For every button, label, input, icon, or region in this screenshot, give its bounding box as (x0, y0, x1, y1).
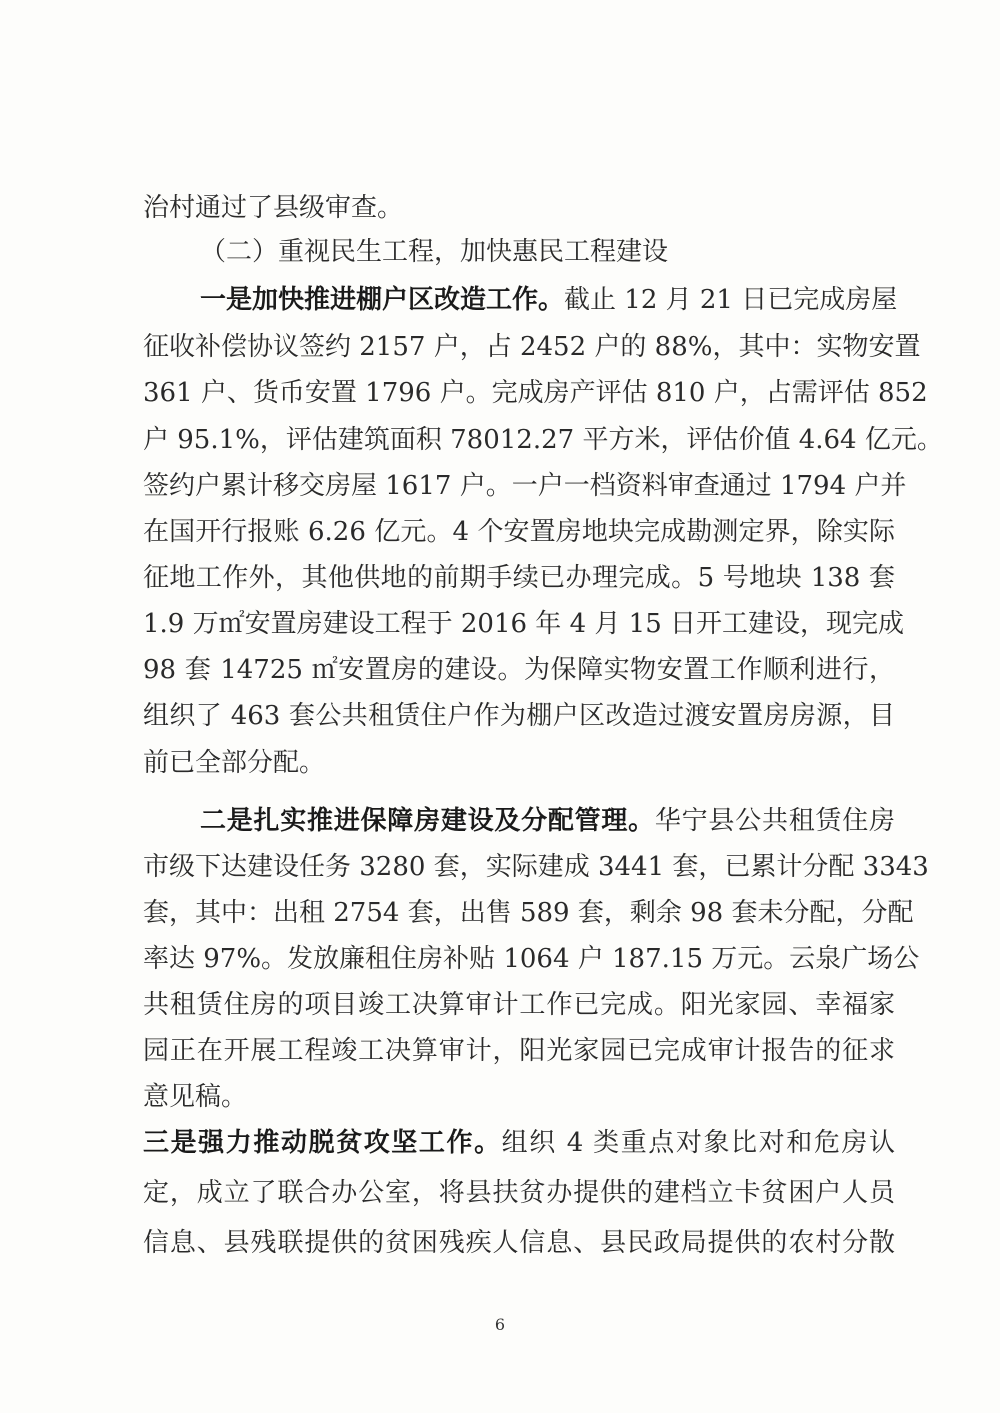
text-line (143, 193, 895, 223)
text-line (143, 563, 895, 593)
line-text: 361 户、货币安置 1796 户。完成房产评估 810 户，占需评估 852 (143, 378, 928, 408)
line-text: 组织 4 类重点对象比对和危房认 (501, 1128, 895, 1158)
line-text: 治村通过了县级审查。 (143, 193, 404, 223)
text-line (143, 1228, 895, 1258)
text-line (200, 806, 895, 836)
bold-lead: 三是强力推动脱贫攻坚工作。 (143, 1128, 502, 1158)
text-line (143, 471, 907, 501)
line-text: （二）重视民生工程，加快惠民工程建设 (200, 237, 669, 267)
text-line (143, 1178, 895, 1208)
text-line (200, 285, 898, 315)
text-line (143, 609, 904, 639)
line-text: 1.9 万㎡安置房建设工程于 2016 年 4 月 15 日开工建设，现完成 (143, 609, 904, 639)
line-text: 截止 12 月 21 日已完成房屋 (564, 285, 898, 315)
line-text: 组织了 463 套公共租赁住户作为棚户区改造过渡安置房房源，目 (143, 701, 895, 731)
line-text: 征收补偿协议签约 2157 户，占 2452 户的 88%，其中：实物安置 (143, 332, 921, 362)
text-line (143, 517, 895, 547)
line-text: 前已全部分配。 (143, 748, 326, 778)
text-line (143, 425, 943, 455)
line-text: 共租赁住房的项目竣工决算审计工作已完成。阳光家园、幸福家 (143, 990, 895, 1020)
bold-lead: 一是加快推进棚户区改造工作。 (200, 285, 565, 315)
bold-lead: 二是扎实推进保障房建设及分配管理。 (200, 806, 655, 836)
line-text: 定，成立了联合办公室，将县扶贫办提供的建档立卡贫困户人员 (143, 1178, 895, 1208)
line-text: 华宁县公共租赁住房 (654, 806, 895, 836)
text-line (143, 332, 921, 362)
page-number: 6 (494, 1315, 506, 1334)
line-text: 签约户累计移交房屋 1617 户。一户一档资料审查通过 1794 户并 (143, 471, 907, 501)
text-line (143, 701, 895, 731)
line-text: 率达 97%。发放廉租住房补贴 1064 户 187.15 万元。云泉广场公 (143, 944, 920, 974)
text-line (143, 1082, 895, 1112)
section-heading (200, 237, 895, 267)
text-line (143, 944, 920, 974)
line-text: 意见稿。 (143, 1082, 248, 1112)
text-line (143, 378, 928, 408)
line-text: 户 95.1%，评估建筑面积 78012.27 平方米，评估价值 4.64 亿元。 (143, 425, 943, 455)
text-line (143, 898, 914, 928)
text-line (143, 852, 929, 882)
line-text: 在国开行报账 6.26 亿元。4 个安置房地块完成勘测定界，除实际 (143, 517, 895, 547)
line-text: 套，其中：出租 2754 套，出售 589 套，剩余 98 套未分配，分配 (143, 898, 914, 928)
text-line (143, 990, 895, 1020)
text-line (143, 1036, 895, 1066)
line-text: 市级下达建设任务 3280 套，实际建成 3441 套，已累计分配 3343 (143, 852, 929, 882)
text-line (143, 655, 895, 685)
line-text: 信息、县残联提供的贫困残疾人信息、县民政局提供的农村分散 (143, 1228, 895, 1258)
text-line (143, 1128, 895, 1158)
line-text: 98 套 14725 ㎡安置房的建设。为保障实物安置工作顺利进行， (143, 655, 895, 685)
text-line (143, 748, 895, 778)
line-text: 征地工作外，其他供地的前期手续已办理完成。5 号地块 138 套 (143, 563, 895, 593)
line-text: 园正在开展工程竣工决算审计，阳光家园已完成审计报告的征求 (143, 1036, 895, 1066)
